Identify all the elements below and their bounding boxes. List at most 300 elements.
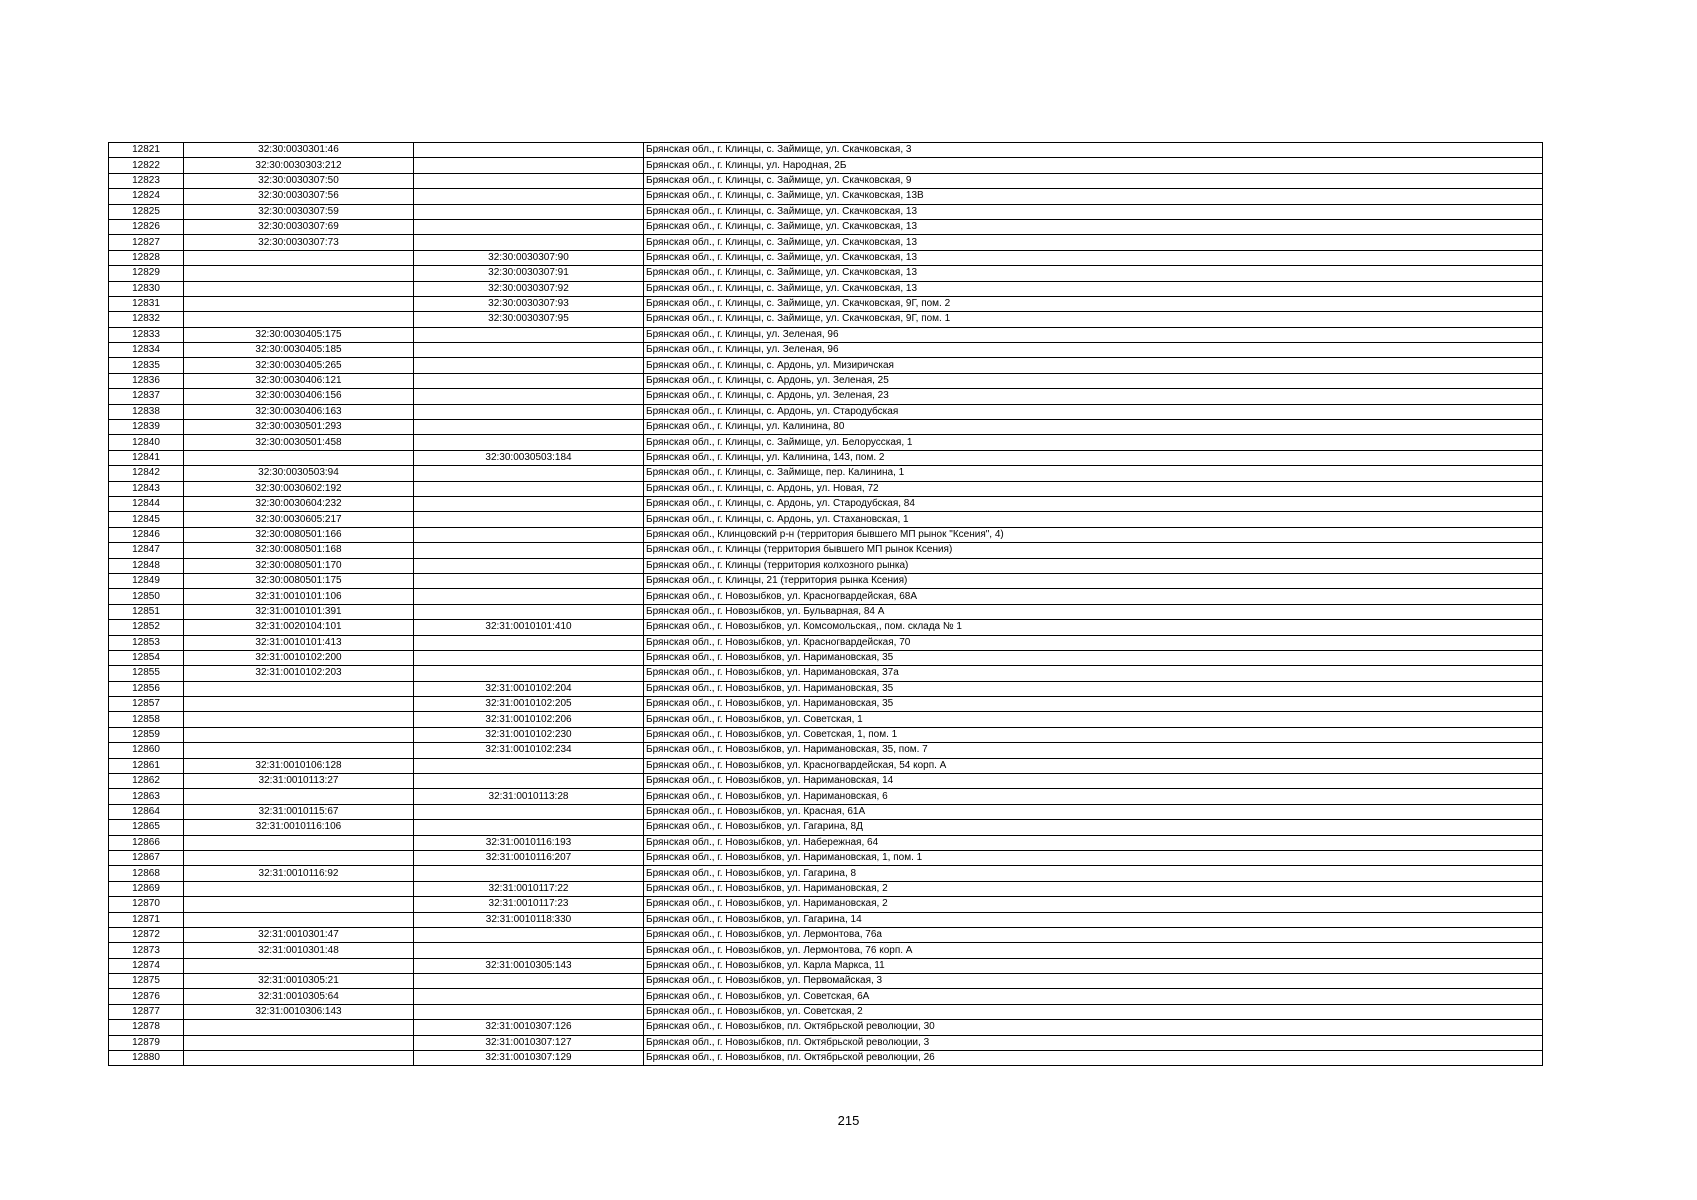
table-row (109, 681, 1543, 696)
premises-cadastral-number-cell (414, 589, 644, 604)
row-number-cell: 12851 (109, 604, 184, 619)
row-number-cell: 12864 (109, 804, 184, 819)
cadastral-number-cell: 32:30:0030501:458 (184, 435, 414, 450)
address-cell: Брянская обл., г. Клинцы, ул. Калинина, 80 (644, 420, 1543, 435)
table-row (109, 481, 1543, 496)
table-row (109, 466, 1543, 481)
address-cell: Брянская обл., г. Новозыбков, ул. Наримановская, 2 (644, 881, 1543, 896)
address-cell: Брянская обл., г. Клинцы, с. Займище, ул. Скачковская, 13 (644, 219, 1543, 234)
premises-cadastral-number-cell (414, 219, 644, 234)
cadastral-number-cell: 32:30:0030307:59 (184, 204, 414, 219)
cadastral-number-cell: 32:30:0030501:293 (184, 420, 414, 435)
row-number-cell: 12838 (109, 404, 184, 419)
cadastral-number-cell: 32:31:0010106:128 (184, 758, 414, 773)
table-row (109, 789, 1543, 804)
premises-cadastral-number-cell (414, 496, 644, 511)
row-number-cell: 12879 (109, 1035, 184, 1050)
cadastral-number-cell: 32:31:0010116:106 (184, 820, 414, 835)
premises-cadastral-number-cell: 32:31:0010116:207 (414, 850, 644, 865)
cadastral-number-cell: 32:30:0030303:212 (184, 158, 414, 173)
premises-cadastral-number-cell: 32:30:0030307:93 (414, 296, 644, 311)
row-number-cell: 12829 (109, 266, 184, 281)
address-cell: Брянская обл., г. Клинцы, с. Ардонь, ул. Новая, 72 (644, 481, 1543, 496)
premises-cadastral-number-cell: 32:31:0010305:143 (414, 958, 644, 973)
row-number-cell: 12868 (109, 866, 184, 881)
premises-cadastral-number-cell (414, 435, 644, 450)
row-number-cell: 12850 (109, 589, 184, 604)
cadastral-number-cell: 32:31:0010115:67 (184, 804, 414, 819)
table-row (109, 296, 1543, 311)
table-row (109, 235, 1543, 250)
cadastral-number-cell: 32:30:0030503:94 (184, 466, 414, 481)
premises-cadastral-number-cell (414, 974, 644, 989)
row-number-cell: 12828 (109, 250, 184, 265)
cadastral-number-cell (184, 281, 414, 296)
premises-cadastral-number-cell: 32:30:0030307:92 (414, 281, 644, 296)
row-number-cell: 12833 (109, 327, 184, 342)
premises-cadastral-number-cell (414, 666, 644, 681)
row-number-cell: 12825 (109, 204, 184, 219)
cadastral-number-cell: 32:30:0030405:175 (184, 327, 414, 342)
premises-cadastral-number-cell: 32:30:0030307:91 (414, 266, 644, 281)
table-row (109, 712, 1543, 727)
address-cell: Брянская обл., г. Новозыбков, ул. Гагарина, 8 (644, 866, 1543, 881)
cadastral-number-cell: 32:30:0030307:73 (184, 235, 414, 250)
address-cell: Брянская обл., г. Клинцы, с. Займище, ул. Скачковская, 13 (644, 250, 1543, 265)
premises-cadastral-number-cell: 32:31:0010118:330 (414, 912, 644, 927)
table-row (109, 420, 1543, 435)
table-row (109, 727, 1543, 742)
address-cell: Брянская обл., г. Новозыбков, ул. Бульварная, 84 А (644, 604, 1543, 619)
premises-cadastral-number-cell (414, 943, 644, 958)
cadastral-number-cell: 32:31:0010301:47 (184, 927, 414, 942)
row-number-cell: 12854 (109, 650, 184, 665)
address-cell: Брянская обл., г. Клинцы, ул. Зеленая, 96 (644, 327, 1543, 342)
row-number-cell: 12858 (109, 712, 184, 727)
row-number-cell: 12844 (109, 496, 184, 511)
cadastral-number-cell: 32:31:0010305:21 (184, 974, 414, 989)
row-number-cell: 12835 (109, 358, 184, 373)
address-cell: Брянская обл., г. Клинцы, ул. Зеленая, 96 (644, 343, 1543, 358)
premises-cadastral-number-cell: 32:31:0010117:22 (414, 881, 644, 896)
cadastral-number-cell (184, 897, 414, 912)
cadastral-number-cell: 32:30:0030307:50 (184, 173, 414, 188)
table-row (109, 189, 1543, 204)
row-number-cell: 12831 (109, 296, 184, 311)
row-number-cell: 12874 (109, 958, 184, 973)
table-row (109, 943, 1543, 958)
table-row (109, 912, 1543, 927)
premises-cadastral-number-cell: 32:31:0010113:28 (414, 789, 644, 804)
premises-cadastral-number-cell (414, 143, 644, 158)
premises-cadastral-number-cell (414, 358, 644, 373)
cadastral-number-cell: 32:31:0010306:143 (184, 1004, 414, 1019)
address-cell: Брянская обл., г. Клинцы, с. Ардонь, ул. Зеленая, 25 (644, 373, 1543, 388)
premises-cadastral-number-cell (414, 420, 644, 435)
table-row (109, 820, 1543, 835)
premises-cadastral-number-cell (414, 650, 644, 665)
cadastral-number-cell (184, 850, 414, 865)
address-cell: Брянская обл., г. Новозыбков, ул. Наримановская, 37а (644, 666, 1543, 681)
row-number-cell: 12869 (109, 881, 184, 896)
address-cell: Брянская обл., г. Новозыбков, ул. Советская, 1 (644, 712, 1543, 727)
address-cell: Брянская обл., г. Новозыбков, ул. Наримановская, 35 (644, 650, 1543, 665)
premises-cadastral-number-cell: 32:31:0010102:206 (414, 712, 644, 727)
row-number-cell: 12834 (109, 343, 184, 358)
address-cell: Брянская обл., г. Новозыбков, ул. Советская, 6А (644, 989, 1543, 1004)
table-row (109, 589, 1543, 604)
cadastral-number-cell (184, 296, 414, 311)
address-cell: Брянская обл., г. Клинцы, ул. Народная, 2Б (644, 158, 1543, 173)
table-row (109, 743, 1543, 758)
premises-cadastral-number-cell: 32:31:0010116:193 (414, 835, 644, 850)
row-number-cell: 12870 (109, 897, 184, 912)
premises-cadastral-number-cell: 32:31:0010307:129 (414, 1051, 644, 1066)
premises-cadastral-number-cell (414, 343, 644, 358)
premises-cadastral-number-cell: 32:31:0010102:230 (414, 727, 644, 742)
table-row (109, 604, 1543, 619)
cadastral-number-cell: 32:31:0020104:101 (184, 620, 414, 635)
table-row (109, 266, 1543, 281)
address-cell: Брянская обл., г. Клинцы, с. Займище, ул. Скачковская, 13В (644, 189, 1543, 204)
premises-cadastral-number-cell (414, 404, 644, 419)
address-cell: Брянская обл., Клинцовский р-н (территория бывшего МП рынок "Ксения", 4) (644, 527, 1543, 542)
table-row (109, 404, 1543, 419)
address-cell: Брянская обл., г. Новозыбков, ул. Гагарина, 14 (644, 912, 1543, 927)
row-number-cell: 12826 (109, 219, 184, 234)
address-cell: Брянская обл., г. Новозыбков, ул. Наримановская, 14 (644, 774, 1543, 789)
table-row (109, 543, 1543, 558)
row-number-cell: 12832 (109, 312, 184, 327)
cadastral-number-cell (184, 727, 414, 742)
row-number-cell: 12876 (109, 989, 184, 1004)
table-row (109, 312, 1543, 327)
address-cell: Брянская обл., г. Новозыбков, ул. Наримановская, 6 (644, 789, 1543, 804)
row-number-cell: 12845 (109, 512, 184, 527)
row-number-cell: 12865 (109, 820, 184, 835)
premises-cadastral-number-cell: 32:31:0010307:126 (414, 1020, 644, 1035)
address-cell: Брянская обл., г. Новозыбков, ул. Набережная, 64 (644, 835, 1543, 850)
table-row (109, 219, 1543, 234)
premises-cadastral-number-cell (414, 820, 644, 835)
address-cell: Брянская обл., г. Новозыбков, ул. Красногвардейская, 68А (644, 589, 1543, 604)
cadastral-number-cell: 32:30:0030301:46 (184, 143, 414, 158)
table-row (109, 881, 1543, 896)
table-row (109, 897, 1543, 912)
cadastral-number-cell (184, 881, 414, 896)
table-row (109, 143, 1543, 158)
row-number-cell: 12856 (109, 681, 184, 696)
row-number-cell: 12873 (109, 943, 184, 958)
row-number-cell: 12827 (109, 235, 184, 250)
table-row (109, 281, 1543, 296)
cadastral-number-cell (184, 1051, 414, 1066)
cadastral-number-cell (184, 712, 414, 727)
address-cell: Брянская обл., г. Новозыбков, ул. Карла Маркса, 11 (644, 958, 1543, 973)
row-number-cell: 12880 (109, 1051, 184, 1066)
table-row (109, 450, 1543, 465)
row-number-cell: 12878 (109, 1020, 184, 1035)
cadastral-number-cell: 32:31:0010102:203 (184, 666, 414, 681)
premises-cadastral-number-cell (414, 466, 644, 481)
cadastral-number-cell: 32:30:0080501:168 (184, 543, 414, 558)
premises-cadastral-number-cell (414, 373, 644, 388)
address-cell: Брянская обл., г. Новозыбков, ул. Первомайская, 3 (644, 974, 1543, 989)
cadastral-number-cell (184, 912, 414, 927)
address-cell: Брянская обл., г. Новозыбков, ул. Советская, 1, пом. 1 (644, 727, 1543, 742)
address-cell: Брянская обл., г. Клинцы, с. Займище, ул. Скачковская, 13 (644, 281, 1543, 296)
cadastral-number-cell: 32:31:0010305:64 (184, 989, 414, 1004)
table-row (109, 850, 1543, 865)
table-row (109, 1020, 1543, 1035)
row-number-cell: 12867 (109, 850, 184, 865)
address-cell: Брянская обл., г. Новозыбков, ул. Наримановская, 35 (644, 697, 1543, 712)
address-cell: Брянская обл., г. Новозыбков, ул. Наримановская, 2 (644, 897, 1543, 912)
premises-cadastral-number-cell (414, 758, 644, 773)
row-number-cell: 12842 (109, 466, 184, 481)
row-number-cell: 12837 (109, 389, 184, 404)
premises-cadastral-number-cell (414, 189, 644, 204)
row-number-cell: 12861 (109, 758, 184, 773)
table-row (109, 527, 1543, 542)
row-number-cell: 12848 (109, 558, 184, 573)
address-cell: Брянская обл., г. Клинцы, с. Ардонь, ул. Мизиричская (644, 358, 1543, 373)
cadastral-number-cell (184, 1035, 414, 1050)
row-number-cell: 12866 (109, 835, 184, 850)
cadastral-number-cell (184, 266, 414, 281)
address-cell: Брянская обл., г. Новозыбков, пл. Октябрьской революции, 30 (644, 1020, 1543, 1035)
row-number-cell: 12836 (109, 373, 184, 388)
cadastral-number-cell: 32:30:0080501:175 (184, 573, 414, 588)
table-row (109, 989, 1543, 1004)
premises-cadastral-number-cell (414, 158, 644, 173)
cadastral-number-cell: 32:30:0030605:217 (184, 512, 414, 527)
table-row (109, 343, 1543, 358)
premises-cadastral-number-cell (414, 635, 644, 650)
row-number-cell: 12862 (109, 774, 184, 789)
address-cell: Брянская обл., г. Клинцы, с. Ардонь, ул. Стародубская (644, 404, 1543, 419)
cadastral-number-cell (184, 697, 414, 712)
cadastral-number-cell: 32:31:0010301:48 (184, 943, 414, 958)
row-number-cell: 12841 (109, 450, 184, 465)
address-cell: Брянская обл., г. Клинцы, с. Ардонь, ул. Стахановская, 1 (644, 512, 1543, 527)
address-cell: Брянская обл., г. Новозыбков, ул. Лермонтова, 76а (644, 927, 1543, 942)
row-number-cell: 12824 (109, 189, 184, 204)
premises-cadastral-number-cell (414, 558, 644, 573)
address-cell: Брянская обл., г. Клинцы, с. Займище, ул. Скачковская, 9Г, пом. 1 (644, 312, 1543, 327)
row-number-cell: 12830 (109, 281, 184, 296)
row-number-cell: 12852 (109, 620, 184, 635)
row-number-cell: 12847 (109, 543, 184, 558)
table-row (109, 620, 1543, 635)
address-cell: Брянская обл., г. Новозыбков, ул. Красногвардейская, 54 корп. А (644, 758, 1543, 773)
address-cell: Брянская обл., г. Клинцы, с. Ардонь, ул. Стародубская, 84 (644, 496, 1543, 511)
address-cell: Брянская обл., г. Новозыбков, ул. Наримановская, 35, пом. 7 (644, 743, 1543, 758)
address-cell: Брянская обл., г. Клинцы, с. Займище, ул. Скачковская, 9 (644, 173, 1543, 188)
address-cell: Брянская обл., г. Клинцы, с. Займище, ул. Скачковская, 9Г, пом. 2 (644, 296, 1543, 311)
address-cell: Брянская обл., г. Новозыбков, ул. Наримановская, 35 (644, 681, 1543, 696)
address-cell: Брянская обл., г. Клинцы, с. Ардонь, ул. Зеленая, 23 (644, 389, 1543, 404)
address-cell: Брянская обл., г. Новозыбков, ул. Советская, 2 (644, 1004, 1543, 1019)
address-cell: Брянская обл., г. Клинцы (территория бывшего МП рынок Ксения) (644, 543, 1543, 558)
table-row (109, 204, 1543, 219)
address-cell: Брянская обл., г. Клинцы, с. Займище, ул. Скачковская, 3 (644, 143, 1543, 158)
address-cell: Брянская обл., г. Клинцы (территория колхозного рынка) (644, 558, 1543, 573)
table-row (109, 835, 1543, 850)
premises-cadastral-number-cell (414, 389, 644, 404)
table-row (109, 373, 1543, 388)
table-row (109, 697, 1543, 712)
table-row (109, 173, 1543, 188)
table-row (109, 927, 1543, 942)
row-number-cell: 12871 (109, 912, 184, 927)
table-row (109, 650, 1543, 665)
premises-cadastral-number-cell (414, 527, 644, 542)
row-number-cell: 12823 (109, 173, 184, 188)
table-row (109, 974, 1543, 989)
row-number-cell: 12872 (109, 927, 184, 942)
address-cell: Брянская обл., г. Новозыбков, ул. Красная, 61А (644, 804, 1543, 819)
cadastral-number-cell (184, 958, 414, 973)
address-cell: Брянская обл., г. Клинцы, с. Займище, ул. Скачковская, 13 (644, 235, 1543, 250)
cadastral-number-cell: 32:30:0030307:56 (184, 189, 414, 204)
premises-cadastral-number-cell (414, 543, 644, 558)
premises-cadastral-number-cell: 32:31:0010102:205 (414, 697, 644, 712)
cadastral-number-cell: 32:31:0010101:391 (184, 604, 414, 619)
row-number-cell: 12840 (109, 435, 184, 450)
table-row (109, 1004, 1543, 1019)
table-row (109, 1051, 1543, 1066)
address-cell: Брянская обл., г. Клинцы, ул. Калинина, 143, пом. 2 (644, 450, 1543, 465)
registry-table-body (109, 143, 1543, 1066)
address-cell: Брянская обл., г. Новозыбков, ул. Наримановская, 1, пом. 1 (644, 850, 1543, 865)
cadastral-number-cell (184, 743, 414, 758)
row-number-cell: 12875 (109, 974, 184, 989)
premises-cadastral-number-cell (414, 604, 644, 619)
cadastral-number-cell: 32:31:0010113:27 (184, 774, 414, 789)
table-row (109, 389, 1543, 404)
table-row (109, 635, 1543, 650)
premises-cadastral-number-cell: 32:31:0010102:234 (414, 743, 644, 758)
premises-cadastral-number-cell (414, 989, 644, 1004)
address-cell: Брянская обл., г. Новозыбков, ул. Гагарина, 8Д (644, 820, 1543, 835)
premises-cadastral-number-cell: 32:31:0010307:127 (414, 1035, 644, 1050)
premises-cadastral-number-cell (414, 204, 644, 219)
address-cell: Брянская обл., г. Новозыбков, ул. Красногвардейская, 70 (644, 635, 1543, 650)
cadastral-number-cell: 32:30:0030406:163 (184, 404, 414, 419)
premises-cadastral-number-cell (414, 327, 644, 342)
address-cell: Брянская обл., г. Клинцы, 21 (территория рынка Ксения) (644, 573, 1543, 588)
cadastral-number-cell (184, 835, 414, 850)
row-number-cell: 12846 (109, 527, 184, 542)
table-row (109, 758, 1543, 773)
cadastral-number-cell: 32:30:0030405:185 (184, 343, 414, 358)
address-cell: Брянская обл., г. Новозыбков, пл. Октябрьской революции, 26 (644, 1051, 1543, 1066)
table-row (109, 435, 1543, 450)
page-number: 215 (837, 1113, 860, 1128)
table-row (109, 573, 1543, 588)
table-row (109, 327, 1543, 342)
cadastral-number-cell: 32:31:0010101:106 (184, 589, 414, 604)
address-cell: Брянская обл., г. Клинцы, с. Займище, ул. Белорусская, 1 (644, 435, 1543, 450)
premises-cadastral-number-cell (414, 512, 644, 527)
row-number-cell: 12853 (109, 635, 184, 650)
premises-cadastral-number-cell: 32:30:0030307:90 (414, 250, 644, 265)
premises-cadastral-number-cell (414, 173, 644, 188)
cadastral-number-cell (184, 450, 414, 465)
cadastral-number-cell (184, 681, 414, 696)
table-row (109, 958, 1543, 973)
premises-cadastral-number-cell (414, 235, 644, 250)
row-number-cell: 12839 (109, 420, 184, 435)
premises-cadastral-number-cell (414, 927, 644, 942)
table-row (109, 358, 1543, 373)
cadastral-number-cell (184, 250, 414, 265)
cadastral-number-cell: 32:30:0080501:170 (184, 558, 414, 573)
cadastral-number-cell (184, 312, 414, 327)
row-number-cell: 12857 (109, 697, 184, 712)
cadastral-number-cell (184, 1020, 414, 1035)
cadastral-number-cell: 32:31:0010101:413 (184, 635, 414, 650)
row-number-cell: 12849 (109, 573, 184, 588)
premises-cadastral-number-cell (414, 573, 644, 588)
row-number-cell: 12859 (109, 727, 184, 742)
cadastral-number-cell: 32:30:0030307:69 (184, 219, 414, 234)
cadastral-number-cell (184, 789, 414, 804)
row-number-cell: 12860 (109, 743, 184, 758)
row-number-cell: 12821 (109, 143, 184, 158)
cadastral-number-cell: 32:30:0030406:121 (184, 373, 414, 388)
premises-cadastral-number-cell (414, 804, 644, 819)
premises-cadastral-number-cell (414, 481, 644, 496)
cadastral-number-cell: 32:30:0030406:156 (184, 389, 414, 404)
table-row (109, 666, 1543, 681)
cadastral-number-cell: 32:30:0080501:166 (184, 527, 414, 542)
cadastral-number-cell: 32:31:0010102:200 (184, 650, 414, 665)
table-row (109, 512, 1543, 527)
table-row (109, 866, 1543, 881)
row-number-cell: 12877 (109, 1004, 184, 1019)
address-cell: Брянская обл., г. Клинцы, с. Займище, ул. Скачковская, 13 (644, 204, 1543, 219)
address-cell: Брянская обл., г. Клинцы, с. Займище, пер. Калинина, 1 (644, 466, 1543, 481)
premises-cadastral-number-cell: 32:30:0030503:184 (414, 450, 644, 465)
row-number-cell: 12822 (109, 158, 184, 173)
table-row (109, 496, 1543, 511)
cadastral-number-cell: 32:30:0030405:265 (184, 358, 414, 373)
row-number-cell: 12855 (109, 666, 184, 681)
table-row (109, 774, 1543, 789)
cadastral-number-cell: 32:31:0010116:92 (184, 866, 414, 881)
row-number-cell: 12843 (109, 481, 184, 496)
address-cell: Брянская обл., г. Новозыбков, ул. Лермонтова, 76 корп. А (644, 943, 1543, 958)
address-cell: Брянская обл., г. Клинцы, с. Займище, ул. Скачковская, 13 (644, 266, 1543, 281)
table-row (109, 250, 1543, 265)
cadastral-number-cell: 32:30:0030604:232 (184, 496, 414, 511)
table-row (109, 158, 1543, 173)
cadastral-number-cell: 32:30:0030602:192 (184, 481, 414, 496)
premises-cadastral-number-cell (414, 774, 644, 789)
premises-cadastral-number-cell (414, 1004, 644, 1019)
premises-cadastral-number-cell: 32:31:0010101:410 (414, 620, 644, 635)
premises-cadastral-number-cell: 32:31:0010102:204 (414, 681, 644, 696)
table-row (109, 558, 1543, 573)
row-number-cell: 12863 (109, 789, 184, 804)
address-cell: Брянская обл., г. Новозыбков, ул. Комсомольская,, пом. склада № 1 (644, 620, 1543, 635)
premises-cadastral-number-cell (414, 866, 644, 881)
premises-cadastral-number-cell: 32:30:0030307:95 (414, 312, 644, 327)
table-row (109, 1035, 1543, 1050)
premises-cadastral-number-cell: 32:31:0010117:23 (414, 897, 644, 912)
